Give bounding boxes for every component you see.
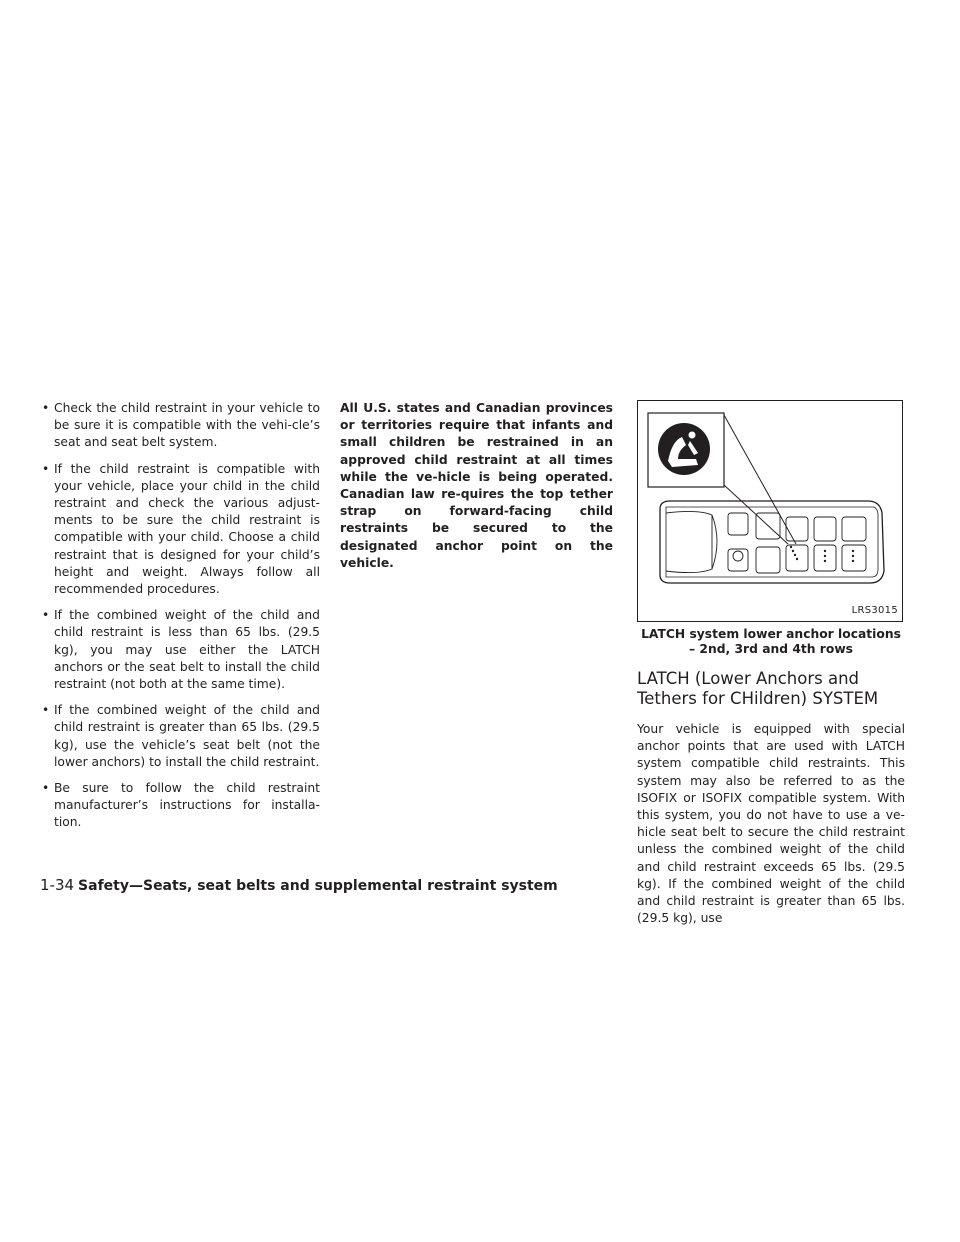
- section-heading: LATCH (Lower Anchors and Tethers for CHildren) SYSTEM: [637, 669, 879, 708]
- latch-diagram: [637, 400, 903, 622]
- figure-code: LRS3015: [851, 604, 898, 616]
- list-item: • Check the child restraint in your vehicle to be sure it is compatible with the vehi-cle’s seat and seat belt system.: [40, 400, 320, 452]
- body-paragraph: Your vehicle is equipped with special anchor points that are used with LATCH system compatible child restraints. This system may also be referred to as the ISOFIX or ISOFIX compatible system. With this system, you do not have to use a ve-hicle seat belt to secure the child restraint unless the combined weight of the child and child restraint exceeds 65 lbs. (29.5 kg). If the combined weight of the child and child restraint is greater than 65 lbs. (29.5 kg), use: [637, 722, 905, 926]
- list-item: • If the child restraint is compatible with your vehicle, place your child in the child restraint and check the various adjust-ments to be sure the child restraint is compatible with your child. Choose a child restraint that is designed for your child’s height and weight. Always follow all recommended procedures.: [40, 461, 320, 599]
- list-item: • Be sure to follow the child restraint manufacturer’s instructions for installa-tion.: [40, 780, 320, 832]
- page-number: 1-34: [40, 876, 75, 894]
- figure-caption: LATCH system lower anchor locations – 2nd, 3rd and 4th rows: [641, 627, 901, 656]
- bullet-list: [40, 400, 320, 832]
- middle-column: [340, 400, 613, 572]
- vehicle-top-view-illustration: [638, 401, 904, 623]
- footer-section-title: Safety—Seats, seat belts and supplemental restraint system: [78, 878, 558, 894]
- list-item: • If the combined weight of the child and child restraint is less than 65 lbs. (29.5 kg), you may use either the LATCH anchors or the seat belt to install the child restraint (not both at the same time).: [40, 607, 320, 693]
- child-seat-icon: [658, 423, 710, 475]
- page-footer: [40, 876, 558, 895]
- warning-paragraph: All U.S. states and Canadian provinces or territories require that infants and small children be restrained in an approved child restraint at all times while the ve-hicle is being operated. Canadian law re-quires the top tether strap on forward-facing child restraints be secured to the designated anchor point on the vehicle.: [340, 401, 613, 570]
- right-column: [637, 400, 905, 927]
- left-column: [40, 400, 320, 841]
- list-item: • If the combined weight of the child and child restraint is greater than 65 lbs. (29.5 kg), use the vehicle’s seat belt (not the lower anchors) to install the child restraint.: [40, 702, 320, 771]
